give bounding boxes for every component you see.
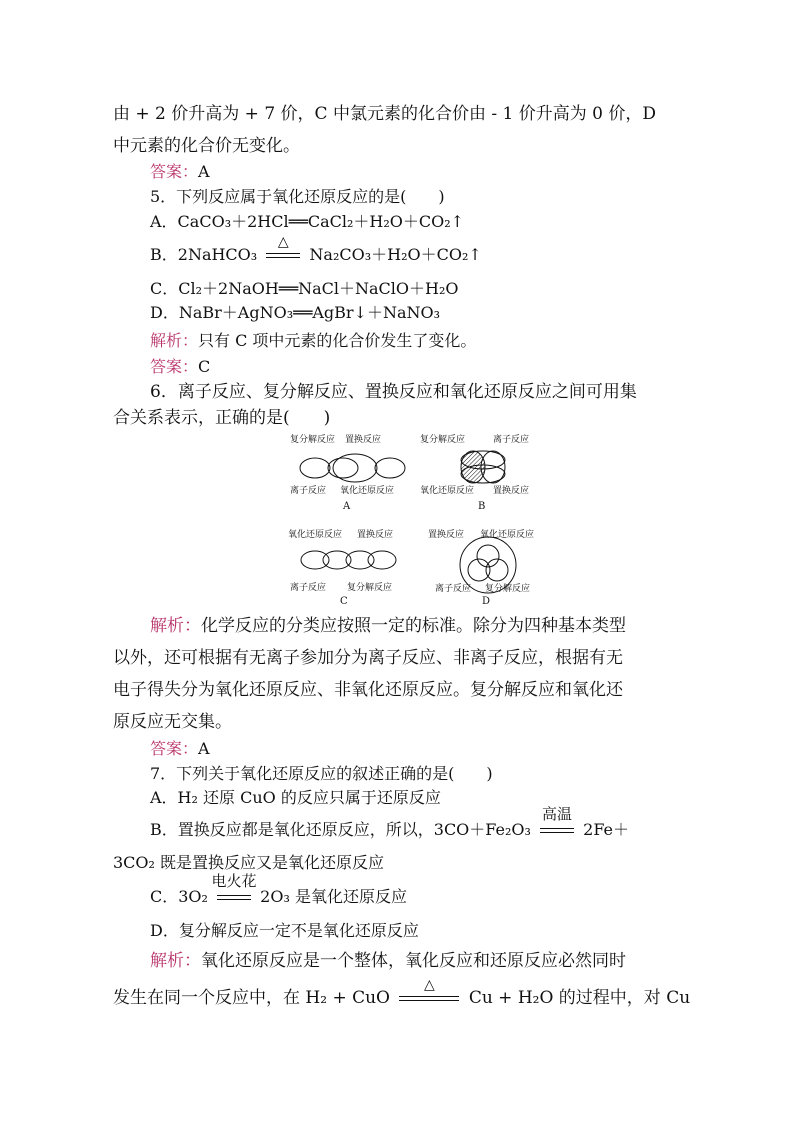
fig-c-label-b1: 离子反应 xyxy=(290,583,327,593)
fig-d-label-t1: 置换反应 xyxy=(428,530,465,540)
answer-label: 答案： xyxy=(150,357,199,376)
set-ellipse xyxy=(323,551,351,569)
analysis-text: 氧化还原反应是一个整体，氧化反应和还原反应必然同时 xyxy=(201,951,626,971)
venn-diagram-c xyxy=(285,525,410,610)
analysis-text: 化学反应的分类应按照一定的标准。除分为四种基本类型 xyxy=(201,616,626,636)
q7-option-d: D．复分解反应一定不是氧化还原反应 xyxy=(150,921,419,940)
q5-option-b xyxy=(150,233,482,265)
q5-option-d: D．NaBr＋AgNO₃══AgBr↓＋NaNO₃ xyxy=(150,303,441,322)
reaction-condition-sign xyxy=(540,804,574,838)
fig-b-caption: B xyxy=(478,501,486,512)
high-temperature-condition: 高温 xyxy=(542,804,573,823)
fig-a-label-t1: 复分解反应 xyxy=(290,435,336,445)
q6-answer xyxy=(150,739,210,759)
q5-stem: 5．下列反应属于氧化还原反应的是( ) xyxy=(150,187,445,206)
q6-analysis-3: 电子得失分为氧化还原反应、非氧化还原反应。复分解反应和氧化还 xyxy=(113,680,623,700)
q5-analysis xyxy=(150,331,476,351)
answer-label: 答案： xyxy=(150,162,199,181)
fig-c-label-b2: 复分解反应 xyxy=(347,583,393,593)
set-ellipse xyxy=(346,551,374,569)
fig-d-label-b1: 离子反应 xyxy=(435,584,472,594)
set-ellipse xyxy=(300,458,330,478)
fig-d-label-t2: 氧化还原反应 xyxy=(480,530,535,540)
set-ellipse xyxy=(368,551,396,569)
fig-a-caption: A xyxy=(343,501,351,512)
q6-stem-1: 6．离子反应、复分解反应、置换反应和氧化还原反应之间可用集 xyxy=(150,382,637,402)
fig-a-label-b1: 离子反应 xyxy=(290,486,327,496)
q7-b-right: 2Fe＋ xyxy=(583,820,630,839)
q6-analysis-2: 以外，还可根据有无离子参加分为离子反应、非离子反应，根据有无 xyxy=(113,648,623,668)
answer-value: A xyxy=(198,739,210,758)
fig-b-label-b1: 氧化还原反应 xyxy=(420,486,475,496)
fig-d-caption: D xyxy=(482,596,491,607)
q7-analysis-2-right: Cu + H₂O 的过程中，对 Cu xyxy=(468,988,691,1008)
fig-c-label-t2: 置换反应 xyxy=(357,530,394,540)
venn-diagram-b xyxy=(415,430,545,515)
q7-c-left: C．3O₂ xyxy=(150,887,208,906)
analysis-label: 解析： xyxy=(150,331,199,350)
q5-option-c: C．Cl₂＋2NaOH══NaCl＋NaClO＋H₂O xyxy=(150,279,459,298)
q7-c-right: 2O₃ 是氧化还原反应 xyxy=(260,887,407,906)
reaction-condition-sign xyxy=(211,871,257,905)
heat-icon: △ xyxy=(424,976,435,993)
q7-stem: 7．下列关于氧化还原反应的叙述正确的是( ) xyxy=(150,764,493,783)
fig-a-label-b2: 氧化还原反应 xyxy=(340,486,395,496)
q5-b-right: Na₂CO₃＋H₂O＋CO₂↑ xyxy=(309,245,482,264)
analysis-label: 解析： xyxy=(150,616,201,636)
answer-label: 答案： xyxy=(150,739,199,758)
heat-icon: △ xyxy=(277,233,289,250)
fig-a-label-t2: 置换反应 xyxy=(345,435,382,445)
fig-b-label-t2: 离子反应 xyxy=(493,435,530,445)
reaction-condition-sign xyxy=(399,976,459,1006)
set-ellipse xyxy=(333,454,377,482)
electric-spark-condition: 电火花 xyxy=(211,871,257,890)
intro-answer xyxy=(150,162,210,182)
fig-c-caption: C xyxy=(340,596,348,607)
fig-d-label-b2: 复分解反应 xyxy=(485,584,531,594)
q5-option-a: A．CaCO₃＋2HCl══CaCl₂＋H₂O＋CO₂↑ xyxy=(150,212,465,231)
q7-option-a: A．H₂ 还原 CuO 的反应只属于还原反应 xyxy=(150,788,441,807)
q7-analysis-2-left: 发生在同一个反应中，在 H₂ + CuO xyxy=(113,988,390,1008)
q6-analysis-1 xyxy=(150,616,626,636)
analysis-label: 解析： xyxy=(150,951,201,971)
intro-line-1: 由 + 2 价升高为 + 7 价，C 中氯元素的化合价由 - 1 价升高为 0 价，D xyxy=(113,104,656,124)
q6-analysis-4: 原反应无交集。 xyxy=(113,712,232,732)
fig-b-label-t1: 复分解反应 xyxy=(420,435,466,445)
q7-analysis-2 xyxy=(113,976,691,1008)
fig-b-label-b2: 置换反应 xyxy=(493,486,530,496)
answer-value: C xyxy=(198,357,211,376)
intro-line-2: 中元素的化合价无变化。 xyxy=(113,136,300,156)
q5-answer xyxy=(150,357,210,377)
venn-diagram-a xyxy=(285,430,410,515)
q7-b-left: B．置换反应都是氧化还原反应，所以，3CO＋Fe₂O₃ xyxy=(150,820,531,839)
set-ellipse xyxy=(301,551,329,569)
set-ellipse xyxy=(375,458,405,478)
fig-c-label-t1: 氧化还原反应 xyxy=(288,530,343,540)
q7-option-b-line-2: 3CO₂ 既是置换反应又是氧化还原反应 xyxy=(113,853,385,872)
q7-option-c xyxy=(150,871,407,907)
analysis-text: 只有 C 项中元素的化合价发生了变化。 xyxy=(198,331,477,350)
venn-diagram-d xyxy=(425,525,550,610)
q6-stem-2: 合关系表示，正确的是( ) xyxy=(113,408,331,428)
answer-value: A xyxy=(198,162,210,181)
q5-b-left: B．2NaHCO₃ xyxy=(150,245,258,264)
q7-analysis-1 xyxy=(150,951,626,971)
q7-option-b xyxy=(150,804,630,840)
reaction-condition-sign xyxy=(266,233,300,263)
